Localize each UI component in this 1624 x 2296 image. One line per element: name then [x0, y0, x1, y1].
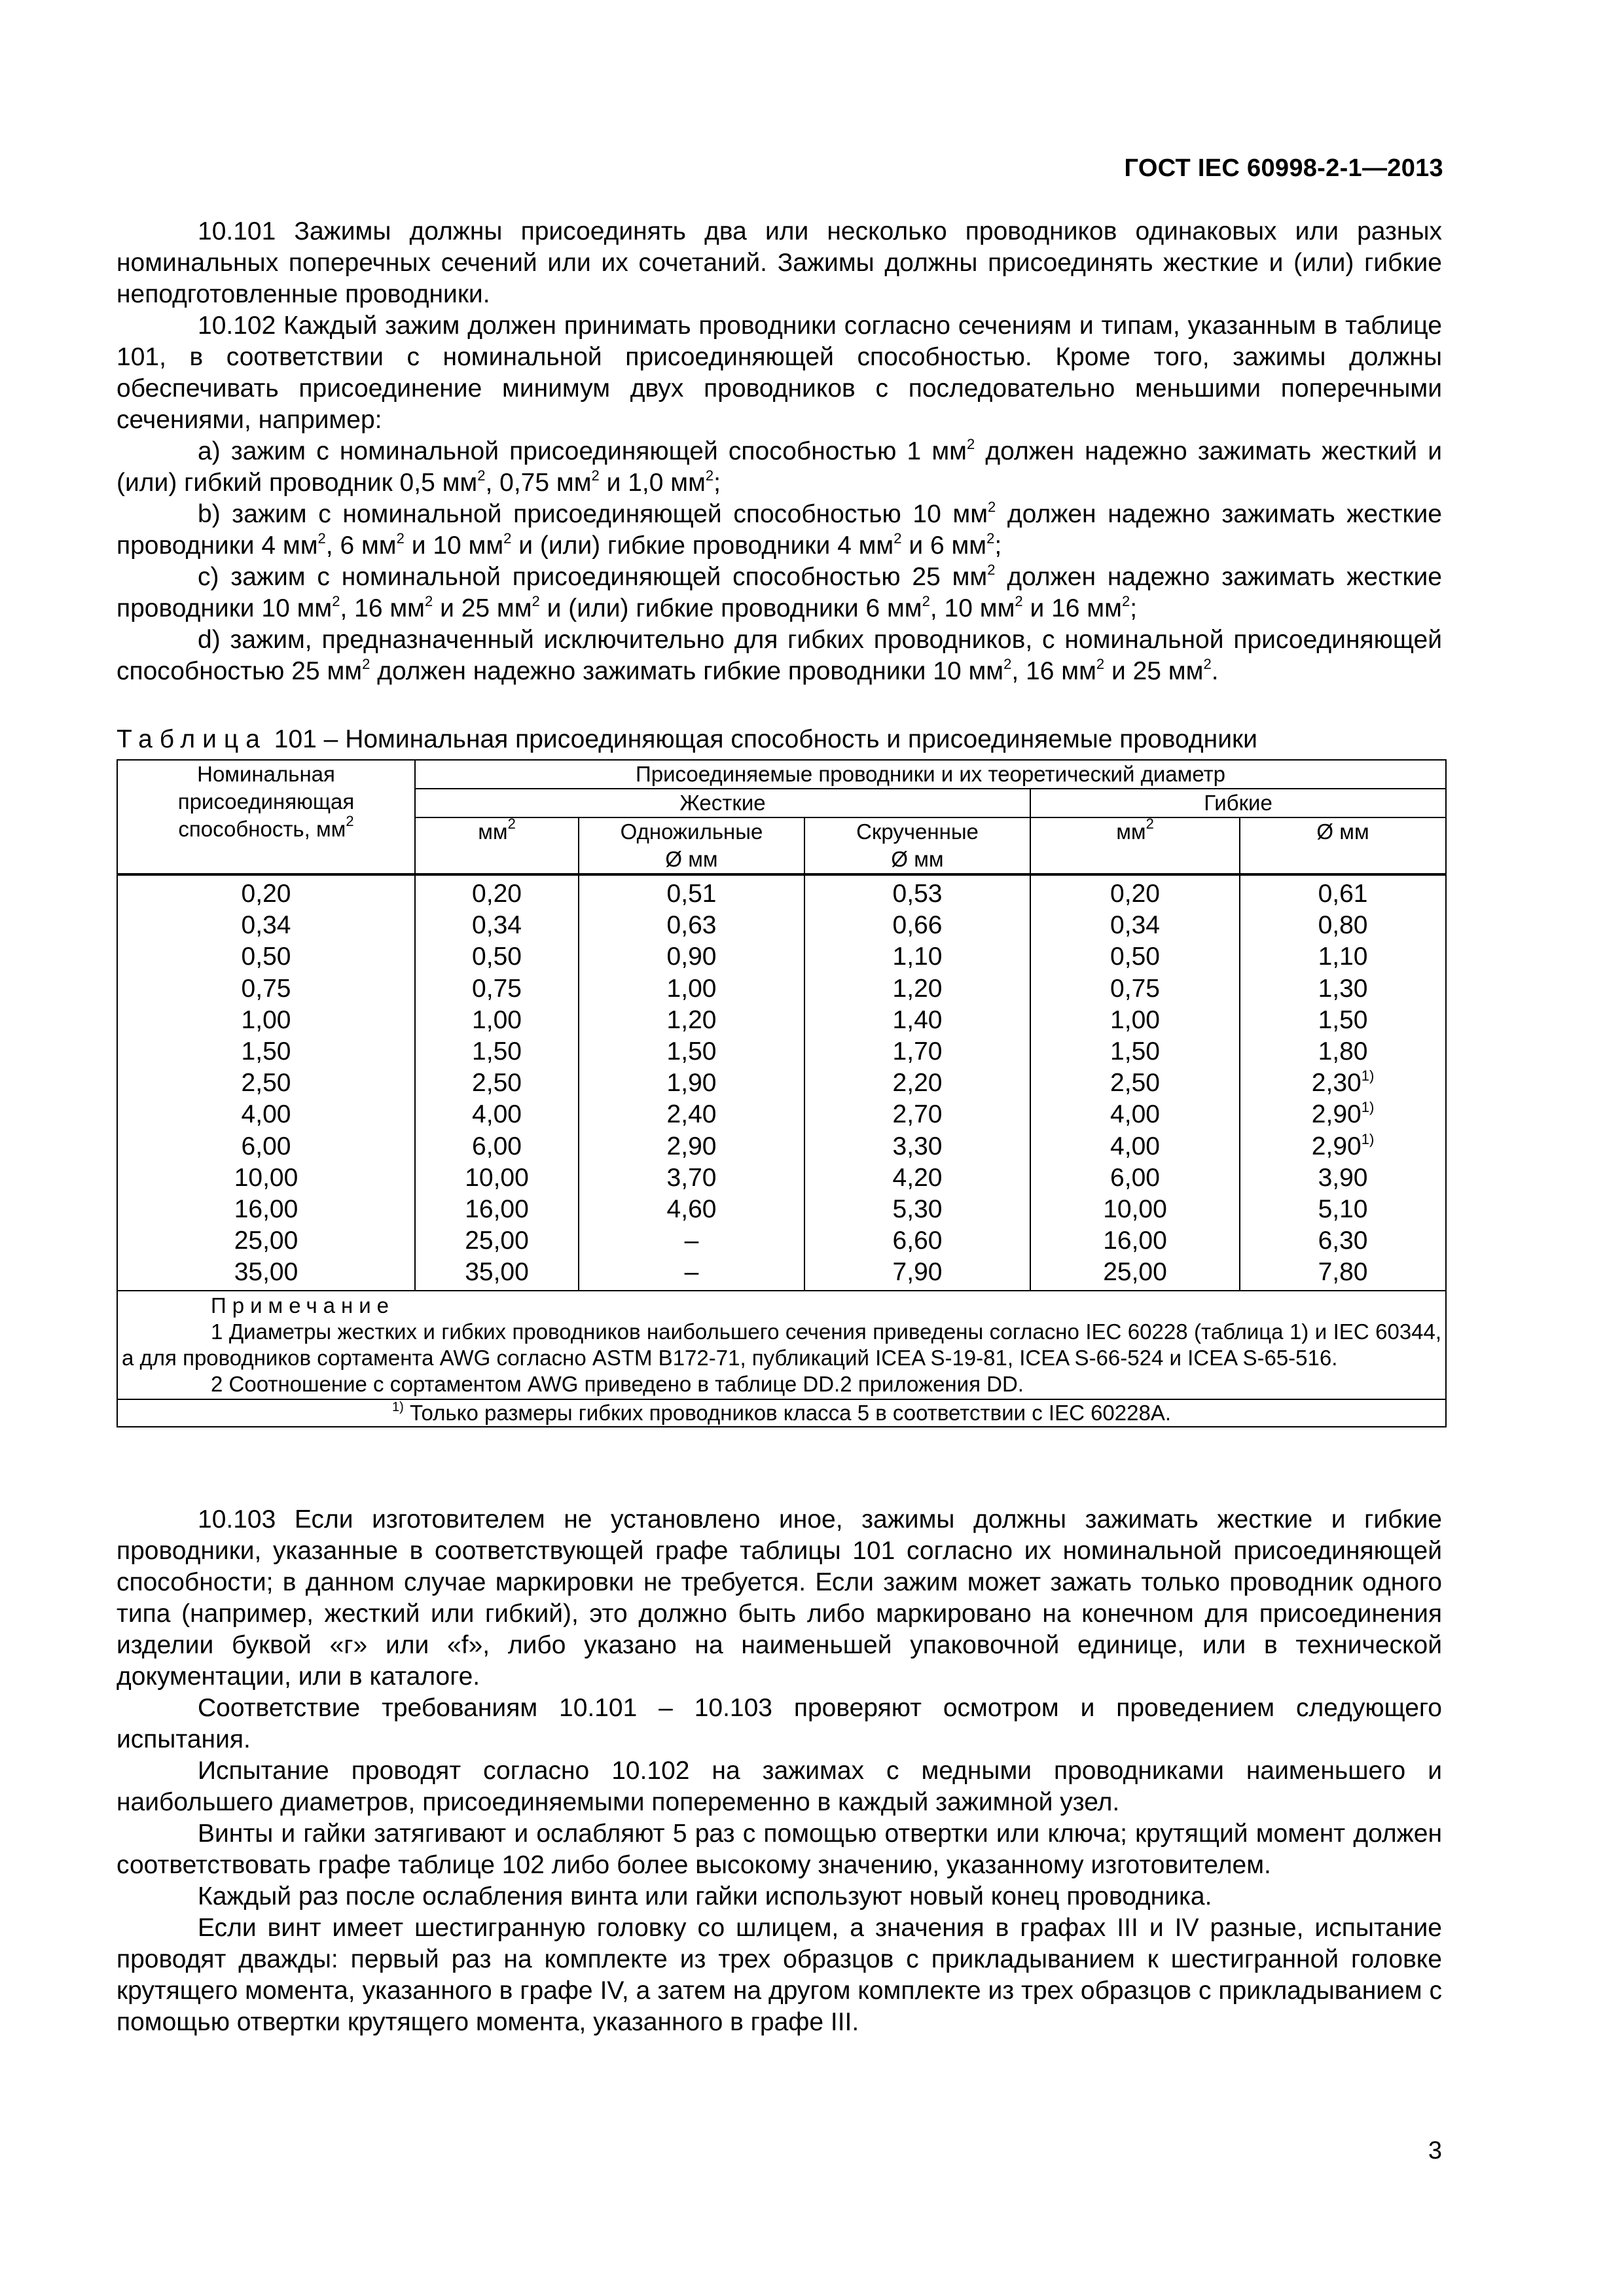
- header-stranded: Скрученные Ø мм: [804, 817, 1030, 874]
- column-rigid-mm2: [415, 874, 579, 1291]
- cell: 2,50: [472, 1069, 522, 1098]
- cell: 6,00: [1110, 1163, 1160, 1192]
- cell: 10,00: [234, 1163, 298, 1192]
- cell: 25,00: [1103, 1258, 1167, 1287]
- cell: 6,00: [472, 1132, 522, 1160]
- cell: 1,00: [666, 974, 717, 1003]
- cell: 6,30: [1318, 1227, 1368, 1255]
- table-data-block: [117, 874, 1446, 1291]
- table-note: [117, 1291, 1446, 1399]
- note-1: 1 Диаметры жестких и гибких проводников наибольшего сечения приведены согласно IEC 60228 (таблица 1) и IEC 60344, а для проводников сортамента AWG согласно ASTM B172-71, публикаций ICEA S-19-81, ICEA S-66-524 и ICEA S-65-516.: [122, 1319, 1442, 1370]
- column-flex-mm2: [1030, 874, 1240, 1291]
- clauses-top: [117, 216, 1442, 687]
- table-101: [117, 759, 1447, 1427]
- cell: 0,75: [472, 974, 522, 1003]
- header-conductors: Присоединяемые проводники и их теоретический диаметр: [415, 760, 1446, 789]
- cell: 1,10: [1318, 942, 1368, 971]
- cell: 16,00: [1103, 1227, 1167, 1255]
- column-flex-dia: [1240, 874, 1446, 1291]
- cell: 1,10: [892, 942, 943, 971]
- table-footnote: $^{1)}$ Только размеры гибких проводников класса 5 в соответствии с IEC 60228A.: [117, 1399, 1446, 1427]
- cell: 0,63: [666, 911, 717, 940]
- cell: 0,53: [892, 880, 943, 908]
- paragraph-10-102: 10.102 Каждый зажим должен принимать проводники согласно сечениям и типам, указанным в таблице 101, в соответствии с номинальной присоединяющей способностью. Кроме того, зажимы должны обеспечивать присоединение минимум двух проводников с последовательно меньшими поперечными сечениями, например:: [117, 312, 1442, 434]
- cell: 0,20: [241, 880, 291, 908]
- cell: 2,50: [241, 1069, 291, 1098]
- cell: 10,00: [1103, 1195, 1167, 1224]
- cell: 0,20: [1110, 880, 1160, 908]
- cell: 2,50: [1110, 1069, 1160, 1098]
- cell: 16,00: [465, 1195, 529, 1224]
- cell: 1,40: [892, 1005, 943, 1034]
- header-flex-mm2: $мм^2$: [1030, 817, 1240, 874]
- header-rigid: Жесткие: [415, 789, 1030, 817]
- cell: 3,30: [892, 1132, 943, 1160]
- cell: 2,20: [892, 1069, 943, 1098]
- cell: 1,90: [666, 1069, 717, 1098]
- cell: 1,30: [1318, 974, 1368, 1003]
- cell: 0,34: [1110, 911, 1160, 940]
- cell: 0,50: [1110, 942, 1160, 971]
- cell: 5,10: [1318, 1195, 1368, 1224]
- note-title: Примечание: [211, 1293, 395, 1318]
- cell: 1,70: [892, 1037, 943, 1066]
- list-item-b: b) зажим с номинальной присоединяющей способностью 10 $мм^2$ должен надежно зажимать жесткие проводники 4 $мм^2$, 6 $мм^2$ и 10 $мм^2$ и (или) гибкие проводники 4 $мм^2$ и 6 $мм^2$;: [117, 499, 1442, 560]
- cell: 4,60: [666, 1195, 717, 1224]
- cell: 4,00: [472, 1100, 522, 1129]
- cell: 16,00: [234, 1195, 298, 1224]
- cell: 1,00: [241, 1005, 291, 1034]
- cell: 0,61: [1318, 880, 1368, 908]
- cell: 2,90$^{1)}$: [1311, 1099, 1375, 1129]
- cell: 0,75: [241, 974, 291, 1003]
- cell: 0,90: [666, 942, 717, 971]
- list-item-d: d) зажим, предназначенный исключительно для гибких проводников, с номинальной присоединяющей способностью 25 $мм^2$ должен надежно зажимать гибкие проводники 10 $мм^2$, 16 $мм^2$ и 25 $мм^2$.: [117, 626, 1442, 685]
- header-flexible: Гибкие: [1030, 789, 1446, 817]
- cell: 2,70: [892, 1100, 943, 1129]
- cell: 1,50: [472, 1037, 522, 1066]
- paragraph-hex: Если винт имеет шестигранную головку со шлицем, а значения в графах III и IV разные, испытание проводят дважды: первый раз на комплекте из трех образцов с прикладыванием к шестигранной головке крутящего момента, указанного в графе IV, а затем на другом комплекте из трех образцов с прикладыванием с помощью отвертки крутящего момента, указанного в графе III.: [117, 1914, 1442, 2036]
- cell: 1,20: [666, 1005, 717, 1034]
- column-nominal: [117, 874, 415, 1291]
- cell: 0,34: [241, 911, 291, 940]
- cell: 4,00: [1110, 1100, 1160, 1129]
- cell: –: [684, 1227, 699, 1255]
- paragraph-10-101: 10.101 Зажимы должны присоединять два или несколько проводников одинаковых или разных номинальных поперечных сечений или их сочетаний. Зажимы должны присоединять жесткие и (или) гибкие неподготовленные проводники.: [117, 217, 1442, 308]
- cell: 0,50: [472, 942, 522, 971]
- cell: 4,00: [241, 1100, 291, 1129]
- header-rigid-mm2: $мм^2$: [415, 817, 579, 874]
- column-stranded: [804, 874, 1030, 1291]
- cell: 6,00: [241, 1132, 291, 1160]
- clauses-bottom: [117, 1504, 1442, 2038]
- cell: 1,50: [241, 1037, 291, 1066]
- cell: 2,90$^{1)}$: [1311, 1130, 1375, 1160]
- cell: 25,00: [234, 1227, 298, 1255]
- cell: 1,80: [1318, 1037, 1368, 1066]
- column-solid: [579, 874, 804, 1291]
- paragraph-screws: Винты и гайки затягивают и ослабляют 5 раз с помощью отвертки или ключа; крутящий момент должен соответствовать графе таблице 102 либо более высокому значению, указанному изготовителем.: [117, 1820, 1442, 1879]
- cell: 2,90: [666, 1132, 717, 1160]
- cell: 0,66: [892, 911, 943, 940]
- list-item-c: c) зажим с номинальной присоединяющей способностью 25 $мм^2$ должен надежно зажимать жесткие проводники 10 $мм^2$, 16 $мм^2$ и 25 $мм^2$ и (или) гибкие проводники 6 $мм^2$, 10 $мм^2$ и 16 $мм^2$;: [117, 562, 1442, 622]
- paragraph-compliance: Соответствие требованиям 10.101 – 10.103 проверяют осмотром и проведением следующего испытания.: [117, 1694, 1442, 1753]
- table-caption: Таблица 101 – Номинальная присоединяющая способность и присоединяемые проводники: [117, 725, 1257, 753]
- cell: 1,20: [892, 974, 943, 1003]
- note-2: 2 Соотношение с сортаментом AWG приведено в таблице DD.2 приложения DD.: [211, 1371, 1024, 1396]
- cell: 0,51: [666, 880, 717, 908]
- cell: 1,00: [1110, 1005, 1160, 1034]
- cell: 0,75: [1110, 974, 1160, 1003]
- list-item-a: a) зажим с номинальной присоединяющей способностью 1 $мм^2$ должен надежно зажимать жесткий и (или) гибкий проводник 0,5 $мм^2$, 0,75 $мм^2$ и 1,0 $мм^2$;: [117, 436, 1442, 497]
- paragraph-10-103: 10.103 Если изготовителем не установлено иное, зажимы должны зажимать жесткие и гибкие проводники, указанные в соответствующей графе таблицы 101 согласно их номинальной присоединяющей способности; в данном случае маркировки не требуется. Если зажим может зажать только проводник одного типа (например, жесткий или гибкий), это должно быть либо маркировано на конечном для присоединения изделии буквой «г» или «f», либо указано на наименьшей упаковочной единице, или в технической документации, или в каталоге.: [117, 1505, 1442, 1691]
- cell: 5,30: [892, 1195, 943, 1224]
- cell: 1,00: [472, 1005, 522, 1034]
- header-solid: Одножильные Ø мм: [579, 817, 804, 874]
- cell: 1,50: [666, 1037, 717, 1066]
- cell: 35,00: [465, 1258, 529, 1287]
- cell: 2,30$^{1)}$: [1311, 1067, 1375, 1098]
- cell: 35,00: [234, 1258, 298, 1287]
- cell: 0,80: [1318, 911, 1368, 940]
- cell: 0,20: [472, 880, 522, 908]
- cell: 10,00: [465, 1163, 529, 1192]
- cell: 6,60: [892, 1227, 943, 1255]
- header-nominal-capacity: Номинальная присоединяющая способность, $мм^2$: [117, 760, 415, 874]
- document-code-header: ГОСТ IEC 60998-2-1—2013: [1124, 154, 1443, 182]
- cell: 7,80: [1318, 1258, 1368, 1287]
- cell: 4,00: [1110, 1132, 1160, 1160]
- cell: 0,50: [241, 942, 291, 971]
- cell: 4,20: [892, 1163, 943, 1192]
- page-number: 3: [1428, 2137, 1442, 2164]
- cell: 1,50: [1110, 1037, 1160, 1066]
- paragraph-test: Испытание проводят согласно 10.102 на зажимах с медными проводниками наименьшего и наибольшего диаметров, присоединяемыми попеременно в каждый зажимной узел.: [117, 1757, 1442, 1816]
- cell: 3,70: [666, 1163, 717, 1192]
- cell: –: [684, 1258, 699, 1287]
- cell: 3,90: [1318, 1163, 1368, 1192]
- cell: 1,50: [1318, 1005, 1368, 1034]
- cell: 25,00: [465, 1227, 529, 1255]
- paragraph-new-end: Каждый раз после ослабления винта или гайки используют новый конец проводника.: [198, 1882, 1212, 1910]
- cell: 2,40: [666, 1100, 717, 1129]
- cell: 7,90: [892, 1258, 943, 1287]
- cell: 0,34: [472, 911, 522, 940]
- header-flex-dia: Ø мм: [1240, 817, 1446, 874]
